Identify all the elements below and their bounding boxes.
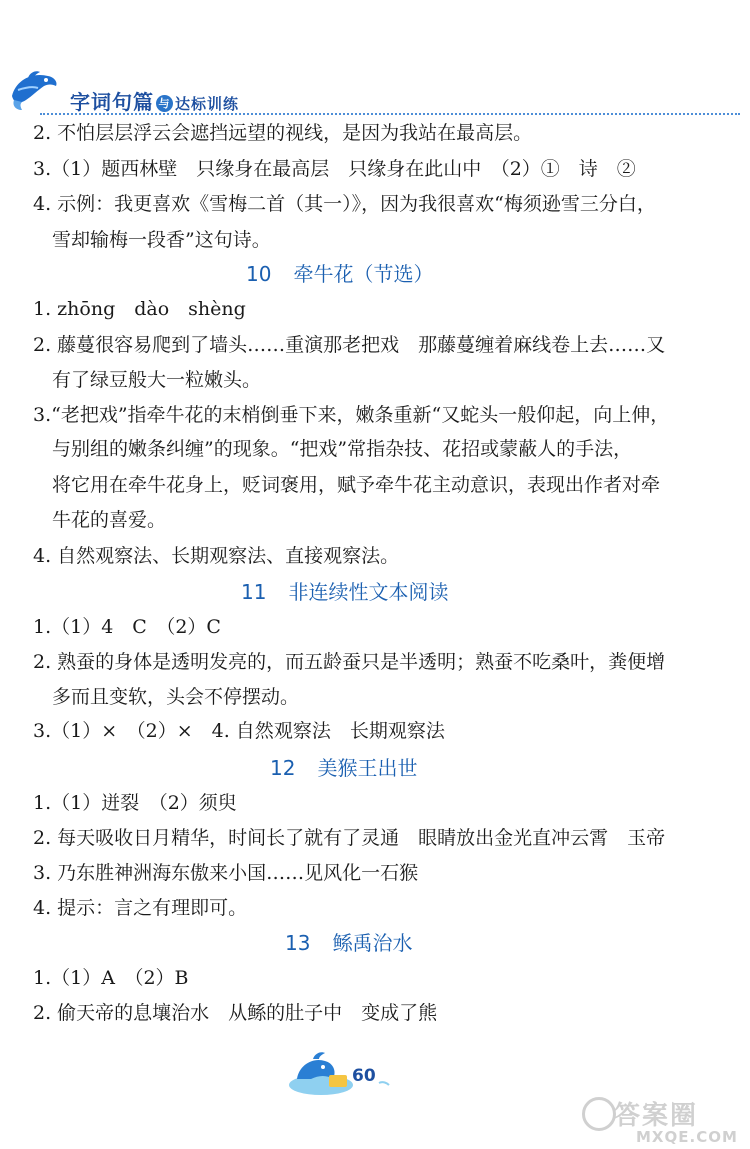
section-heading <box>285 930 412 956</box>
answer-line: 雪却输梅一段香”这句诗。 <box>52 229 271 251</box>
section-title: 鲧禹治水 <box>332 931 413 955</box>
answer-line: 3.（1）题西林壁 只缘身在最高层 只缘身在此山中 （2）① 诗 ② <box>33 158 636 180</box>
section-heading <box>270 755 417 781</box>
answer-line: 与别组的嫩条纠缠”的现象。“把戏”常指杂技、花招或蒙蔽人的手法， <box>52 438 633 460</box>
section-number: 10 <box>246 262 272 286</box>
answer-line: 1.（1）A （2）B <box>33 967 189 989</box>
series-title-connector: 与 <box>156 95 173 112</box>
answer-line: 2. 藤蔓很容易爬到了墙头……重演那老把戏 那藤蔓缠着麻线卷上去……又 <box>33 334 666 356</box>
answer-line: 多而且变软，头会不停摆动。 <box>52 686 300 708</box>
answer-line: 4. 自然观察法、长期观察法、直接观察法。 <box>33 545 400 567</box>
answer-line: 2. 每天吸收日月精华，时间长了就有了灵通 眼睛放出金光直冲云霄 玉帝 <box>33 827 666 849</box>
section-heading <box>246 261 433 287</box>
watermark <box>580 1095 745 1147</box>
answer-line: 2. 熟蚕的身体是透明发亮的，而五龄蚕只是半透明；熟蚕不吃桑叶，粪便增 <box>33 651 666 673</box>
answer-line: 1.（1）4 C （2）C <box>33 616 221 638</box>
answer-line: 4. 提示：言之有理即可。 <box>33 897 248 919</box>
answer-line: 牛花的喜爱。 <box>52 509 167 531</box>
answer-line: 有了绿豆般大一粒嫩头。 <box>52 369 262 391</box>
header-divider <box>40 113 740 115</box>
answer-line: 1. zhōng dào shèng <box>33 298 246 320</box>
section-number: 12 <box>270 756 296 780</box>
section-number: 11 <box>241 580 267 604</box>
dolphin-logo-icon <box>8 66 60 112</box>
section-number: 13 <box>285 931 311 955</box>
page-number: 60 <box>352 1066 376 1086</box>
page-header <box>0 0 750 125</box>
answer-line: 2. 不怕层层浮云会遮挡远望的视线，是因为我站在最高层。 <box>33 122 533 144</box>
watermark-text: 答案圈 <box>614 1101 699 1131</box>
answer-line: 1.（1）迸裂 （2）须臾 <box>33 792 237 814</box>
answer-line: 3.“老把戏”指牵牛花的末梢倒垂下来，嫩条重新“又蛇头一般仰起，向上伸， <box>33 404 670 426</box>
section-title: 牵牛花（节选） <box>293 262 434 286</box>
answer-line: 3.（1）× （2）× 4. 自然观察法 长期观察法 <box>33 720 445 742</box>
watermark-seal-icon <box>582 1097 616 1131</box>
section-title: 非连续性文本阅读 <box>288 580 449 604</box>
answer-line: 将它用在牵牛花身上，贬词褒用，赋予牵牛花主动意识，表现出作者对牵 <box>52 474 661 496</box>
section-heading <box>241 579 448 605</box>
series-title <box>70 86 239 115</box>
answer-line: 3. 乃东胜神洲海东傲来小国……见风化一石猴 <box>33 862 419 884</box>
answer-line: 4. 示例：我更喜欢《雪梅二首（其一）》，因为我很喜欢“梅须逊雪三分白， <box>33 193 656 215</box>
series-title-sub: 达标训练 <box>175 95 240 113</box>
section-title: 美猴王出世 <box>317 756 418 780</box>
dolphin-reading-icon <box>283 1045 393 1101</box>
series-title-main: 字词句篇 <box>70 90 154 114</box>
answer-line: 2. 偷天帝的息壤治水 从鲧的肚子中 变成了熊 <box>33 1002 438 1024</box>
watermark-url: MXQE.COM <box>636 1128 738 1146</box>
